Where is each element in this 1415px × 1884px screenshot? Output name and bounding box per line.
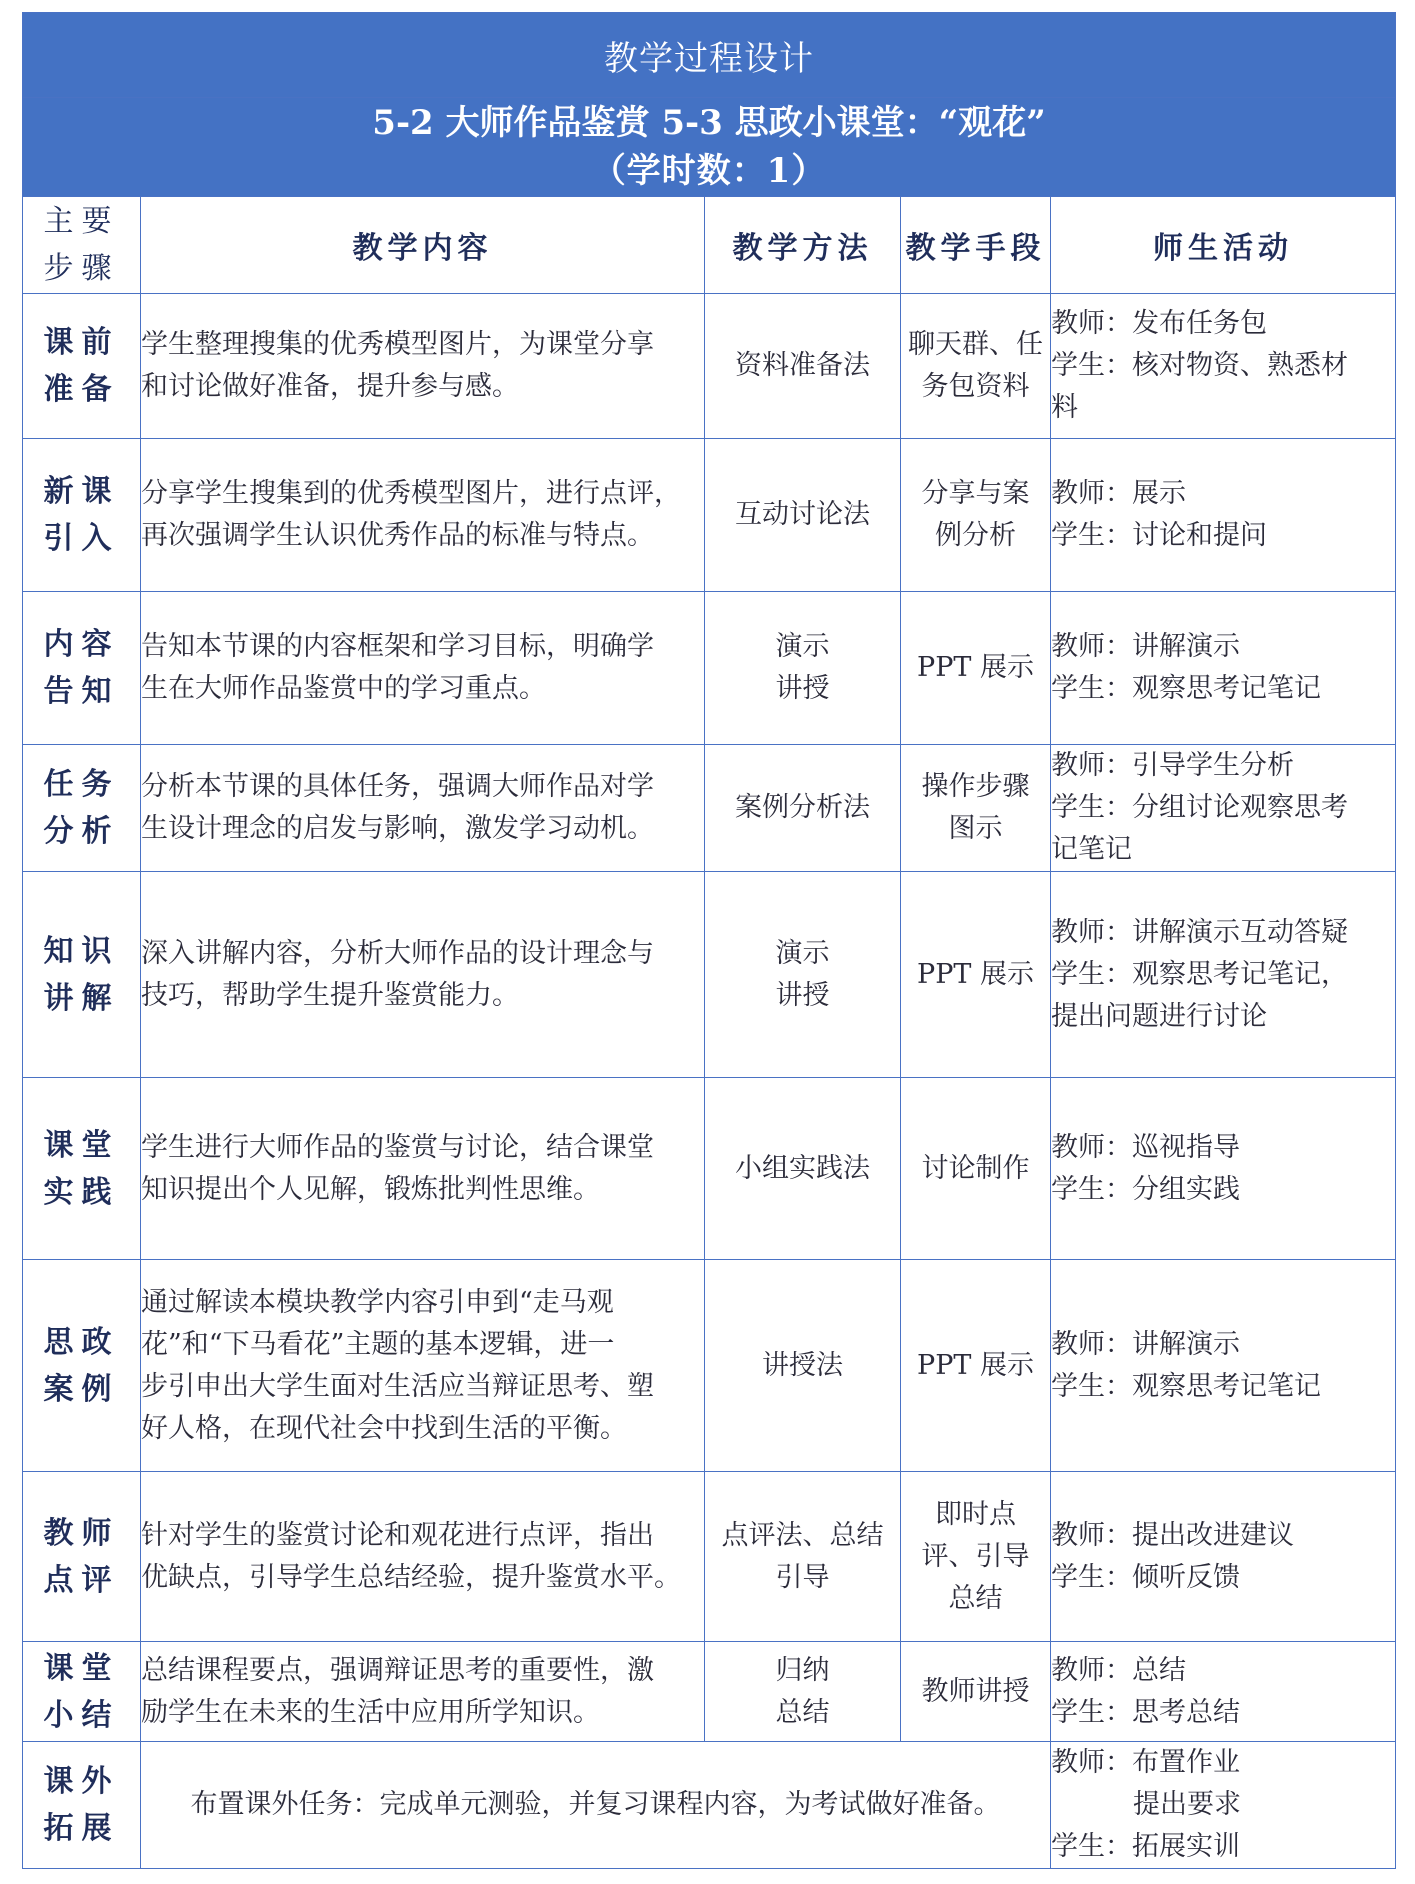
content-cell-line: 生在大师作品鉴赏中的学习重点。 [141, 673, 546, 704]
activity-cell-line: 学生：分组讨论观察思考 [1051, 792, 1348, 823]
activity-cell-line: 学生：观察思考记笔记， [1051, 958, 1348, 990]
method-cell-line: 讲授 [775, 673, 830, 704]
table-row [23, 745, 1396, 872]
method-cell [705, 1078, 901, 1260]
means-cell-line: 分享与案 [921, 478, 1030, 509]
header-step-line: 主要 [43, 204, 120, 239]
header-means: 教学手段 [901, 197, 1051, 294]
content-cell-line: 生设计理念的启发与影响，激发学习动机。 [141, 813, 654, 844]
activity-cell [1051, 1472, 1396, 1642]
means-cell [901, 872, 1051, 1078]
table-row [23, 439, 1396, 592]
content-cell-line: 再次强调学生认识优秀作品的标准与特点。 [141, 520, 654, 551]
means-cell [901, 745, 1051, 872]
lesson-subtitle: 5-2 大师作品鉴赏 5-3 思政小课堂：“观花” [372, 103, 1046, 143]
method-cell-line: 总结 [775, 1696, 830, 1728]
step-cell-line: 课堂 [43, 1650, 120, 1686]
step-cell-line: 课前 [43, 325, 120, 360]
method-cell [705, 592, 901, 745]
activity-cell-line: 学生：核对物资、熟悉材 [1051, 350, 1348, 381]
teaching-process-table [22, 12, 1396, 1869]
content-cell-line: 通过解读本模块教学内容引申到“走马观 [141, 1286, 614, 1318]
step-cell [23, 294, 141, 439]
content-cell [141, 1260, 705, 1472]
content-cell [141, 439, 705, 592]
activity-cell-line: 学生：观察思考记笔记 [1051, 1370, 1321, 1402]
content-cell [141, 745, 705, 872]
table-row [23, 592, 1396, 745]
step-cell-line: 小结 [43, 1697, 120, 1733]
means-cell-line: 讨论制作 [921, 1152, 1030, 1184]
step-cell-line: 点评 [43, 1562, 120, 1598]
means-cell [901, 294, 1051, 439]
header-method: 教学方法 [705, 197, 901, 294]
content-cell-line: 针对学生的鉴赏讨论和观花进行点评，指出 [141, 1519, 654, 1551]
content-cell [141, 294, 705, 439]
content-cell-line: 励学生在未来的生活中应用所学知识。 [141, 1696, 600, 1728]
activity-cell [1051, 294, 1396, 439]
content-cell-line: 好人格，在现代社会中找到生活的平衡。 [141, 1412, 627, 1444]
step-cell [23, 745, 141, 872]
step-cell [23, 439, 141, 592]
means-cell-line: 聊天群、任 [908, 329, 1043, 360]
step-cell [23, 1260, 141, 1472]
activity-cell [1051, 872, 1396, 1078]
content-cell-line: 花”和“下马看花”主题的基本逻辑，进一 [141, 1328, 615, 1360]
table-row [23, 872, 1396, 1078]
content-cell: 布置课外任务：完成单元测验，并复习课程内容，为考试做好准备。 [141, 1742, 1051, 1869]
header-step-line: 步骤 [43, 251, 120, 286]
step-cell-line: 思政 [43, 1324, 120, 1360]
content-cell-line: 和讨论做好准备，提升参与感。 [141, 371, 519, 402]
method-cell [705, 872, 901, 1078]
content-cell-line: 学生整理搜集的优秀模型图片，为课堂分享 [141, 329, 654, 360]
table-title: 教学过程设计 [23, 13, 1396, 98]
method-cell-line: 点评法、总结 [721, 1519, 884, 1551]
method-cell [705, 1260, 901, 1472]
means-cell [901, 1642, 1051, 1742]
step-cell [23, 1742, 141, 1869]
method-cell [705, 745, 901, 872]
means-cell-line: PPT 展示 [917, 1349, 1034, 1381]
content-cell [141, 1472, 705, 1642]
method-cell-line: 讲授法 [762, 1349, 843, 1381]
method-cell-line: 资料准备法 [735, 350, 870, 381]
activity-cell-line: 学生：观察思考记笔记 [1051, 673, 1321, 704]
step-cell-line: 案例 [43, 1371, 120, 1407]
activity-cell [1051, 1078, 1396, 1260]
content-cell [141, 1642, 705, 1742]
means-cell-line: 评、引导 [921, 1540, 1030, 1572]
table-row [23, 1642, 1396, 1742]
table-row [23, 294, 1396, 439]
means-cell-line: 总结 [948, 1582, 1003, 1614]
method-cell-line: 讲授 [775, 979, 830, 1011]
table-row [23, 1742, 1396, 1869]
means-cell [901, 1472, 1051, 1642]
activity-cell-line: 教师：讲解演示 [1051, 631, 1240, 662]
content-cell-line: 优缺点，引导学生总结经验，提升鉴赏水平。 [141, 1561, 681, 1593]
method-cell-line: 演示 [775, 937, 830, 969]
activity-cell-line: 提出问题进行讨论 [1051, 1000, 1267, 1032]
method-cell-line: 案例分析法 [735, 792, 870, 823]
activity-cell-line: 教师：引导学生分析 [1051, 750, 1294, 781]
content-cell-line: 深入讲解内容，分析大师作品的设计理念与 [141, 937, 654, 969]
activity-cell [1051, 592, 1396, 745]
content-cell-line: 分析本节课的具体任务，强调大师作品对学 [141, 771, 654, 802]
method-cell-line: 归纳 [775, 1654, 830, 1686]
step-cell [23, 1642, 141, 1742]
activity-cell-line: 教师：巡视指导 [1051, 1131, 1240, 1163]
step-cell-line: 知识 [43, 933, 120, 969]
step-cell-line: 实践 [43, 1174, 120, 1210]
activity-cell-line: 学生：思考总结 [1051, 1696, 1240, 1728]
step-cell [23, 872, 141, 1078]
activity-cell-line: 教师：提出改进建议 [1051, 1519, 1294, 1551]
means-cell-line: PPT 展示 [917, 652, 1034, 683]
content-cell-line: 步引申出大学生面对生活应当辩证思考、塑 [141, 1370, 654, 1402]
means-cell [901, 592, 1051, 745]
content-cell-line: 分享学生搜集到的优秀模型图片，进行点评， [141, 478, 681, 509]
method-cell [705, 1642, 901, 1742]
step-cell-line: 课外 [43, 1764, 120, 1799]
step-cell-line: 讲解 [43, 980, 120, 1016]
header-content: 教学内容 [141, 197, 705, 294]
content-cell-line: 告知本节课的内容框架和学习目标，明确学 [141, 631, 654, 662]
method-cell-line: 引导 [775, 1561, 830, 1593]
activity-cell [1051, 439, 1396, 592]
content-cell-line: 总结课程要点，强调辩证思考的重要性，激 [141, 1654, 654, 1686]
content-cell-line: 知识提出个人见解，锻炼批判性思维。 [141, 1173, 600, 1205]
activity-cell-line: 提出要求 [1133, 1789, 1241, 1820]
lesson-hours: （学时数：1） [591, 151, 827, 191]
step-cell-line: 课堂 [43, 1127, 120, 1163]
activity-cell-line: 教师：发布任务包 [1051, 308, 1267, 339]
method-cell [705, 439, 901, 592]
step-cell-line: 任务 [43, 767, 120, 802]
means-cell-line: 例分析 [935, 520, 1016, 551]
means-cell [901, 439, 1051, 592]
method-cell-line: 演示 [775, 631, 830, 662]
means-cell-line: 即时点 [935, 1498, 1016, 1530]
activity-cell-line: 学生：倾听反馈 [1051, 1561, 1240, 1593]
title-row [23, 13, 1396, 98]
header-activity: 师生活动 [1051, 197, 1396, 294]
table-row [23, 1078, 1396, 1260]
method-cell-line: 小组实践法 [735, 1152, 870, 1184]
content-cell [141, 1078, 705, 1260]
step-cell-line: 教师 [43, 1515, 120, 1551]
step-cell [23, 1078, 141, 1260]
activity-cell [1051, 1742, 1396, 1869]
means-cell [901, 1078, 1051, 1260]
step-cell [23, 592, 141, 745]
activity-cell [1051, 745, 1396, 872]
step-cell-line: 准备 [43, 372, 120, 407]
step-cell-line: 分析 [43, 814, 120, 849]
activity-cell-line: 教师：布置作业 [1051, 1747, 1240, 1778]
means-cell-line: 教师讲授 [921, 1675, 1030, 1707]
activity-cell [1051, 1642, 1396, 1742]
activity-cell-line: 学生：讨论和提问 [1051, 520, 1267, 551]
content-cell-line: 学生进行大师作品的鉴赏与讨论，结合课堂 [141, 1131, 654, 1163]
step-cell-line: 内容 [43, 627, 120, 662]
activity-cell [1051, 1260, 1396, 1472]
table-row [23, 1260, 1396, 1472]
activity-cell-line: 料 [1051, 392, 1078, 423]
step-cell-line: 引入 [43, 521, 120, 556]
activity-cell-line: 教师：讲解演示互动答疑 [1051, 916, 1348, 948]
activity-cell-line: 学生：分组实践 [1051, 1173, 1240, 1205]
step-cell-line: 拓展 [43, 1811, 120, 1846]
method-cell [705, 294, 901, 439]
step-cell-line: 告知 [43, 674, 120, 709]
means-cell [901, 1260, 1051, 1472]
lesson-subtitle-cell [23, 98, 1396, 197]
means-cell-line: PPT 展示 [917, 958, 1034, 990]
means-cell-line: 务包资料 [921, 371, 1030, 402]
activity-cell-line: 教师：总结 [1051, 1654, 1186, 1686]
header-step [23, 197, 141, 294]
means-cell-line: 操作步骤 [921, 771, 1030, 802]
activity-cell-line: 学生：拓展实训 [1051, 1831, 1240, 1862]
content-cell [141, 872, 705, 1078]
table-row [23, 1472, 1396, 1642]
step-cell-line: 新课 [43, 474, 120, 509]
header-row [23, 197, 1396, 294]
content-cell-line: 技巧，帮助学生提升鉴赏能力。 [141, 979, 519, 1011]
subtitle-row [23, 98, 1396, 197]
content-cell [141, 592, 705, 745]
activity-cell-line: 记笔记 [1051, 834, 1132, 865]
method-cell [705, 1472, 901, 1642]
activity-cell-line: 教师：展示 [1051, 478, 1186, 509]
method-cell-line: 互动讨论法 [735, 499, 870, 530]
step-cell [23, 1472, 141, 1642]
means-cell-line: 图示 [948, 813, 1003, 844]
activity-cell-line: 教师：讲解演示 [1051, 1328, 1240, 1360]
